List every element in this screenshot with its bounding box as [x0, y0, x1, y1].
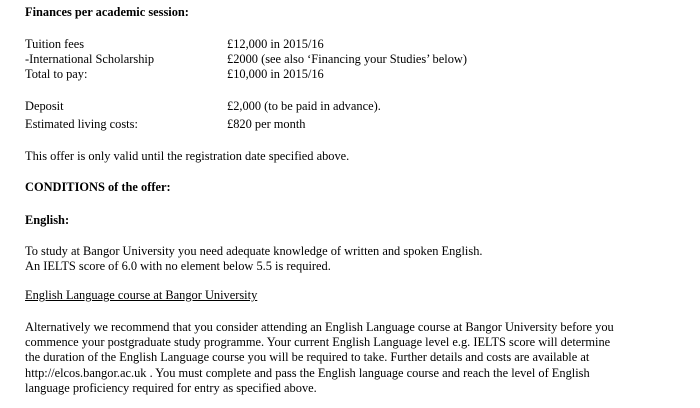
deposit-label: Deposit	[25, 99, 64, 113]
deposit-value: £2,000 (to be paid in advance).	[227, 99, 381, 113]
english-heading: English:	[25, 213, 70, 227]
living-costs-label: Estimated living costs:	[25, 117, 138, 131]
language-course-line: language proficiency required for entry as specified above.	[25, 381, 317, 395]
total-value: £10,000 in 2015/16	[227, 67, 324, 81]
finances-heading: Finances per academic session:	[25, 5, 189, 19]
language-course-line: commence your postgraduate study programme. Your current English Language level e.g. IELTS score will determine	[25, 335, 611, 349]
language-course-line: http://elcos.bangor.ac.uk . You must complete and pass the English language course and reach the level of English	[25, 366, 590, 380]
english-requirement-line: To study at Bangor University you need adequate knowledge of written and spoken English.	[25, 244, 483, 258]
scholarship-label: -International Scholarship	[25, 52, 155, 66]
scholarship-value: £2000 (see also ‘Financing your Studies’ below)	[227, 52, 467, 66]
total-label: Total to pay:	[25, 67, 88, 81]
tuition-fees-label: Tuition fees	[25, 37, 85, 51]
language-course-line: the duration of the English Language course you will be required to take. Further details and costs are available at	[25, 350, 590, 364]
validity-note: This offer is only valid until the registration date specified above.	[25, 149, 350, 163]
language-course-line: Alternatively we recommend that you consider attending an English Language course at Bangor University before you	[25, 320, 614, 334]
conditions-heading: CONDITIONS of the offer:	[25, 180, 171, 194]
ielts-requirement-line: An IELTS score of 6.0 with no element below 5.5 is required.	[25, 259, 331, 273]
living-costs-value: £820 per month	[227, 117, 306, 131]
tuition-fees-value: £12,000 in 2015/16	[227, 37, 324, 51]
language-course-heading: English Language course at Bangor University	[25, 288, 258, 302]
